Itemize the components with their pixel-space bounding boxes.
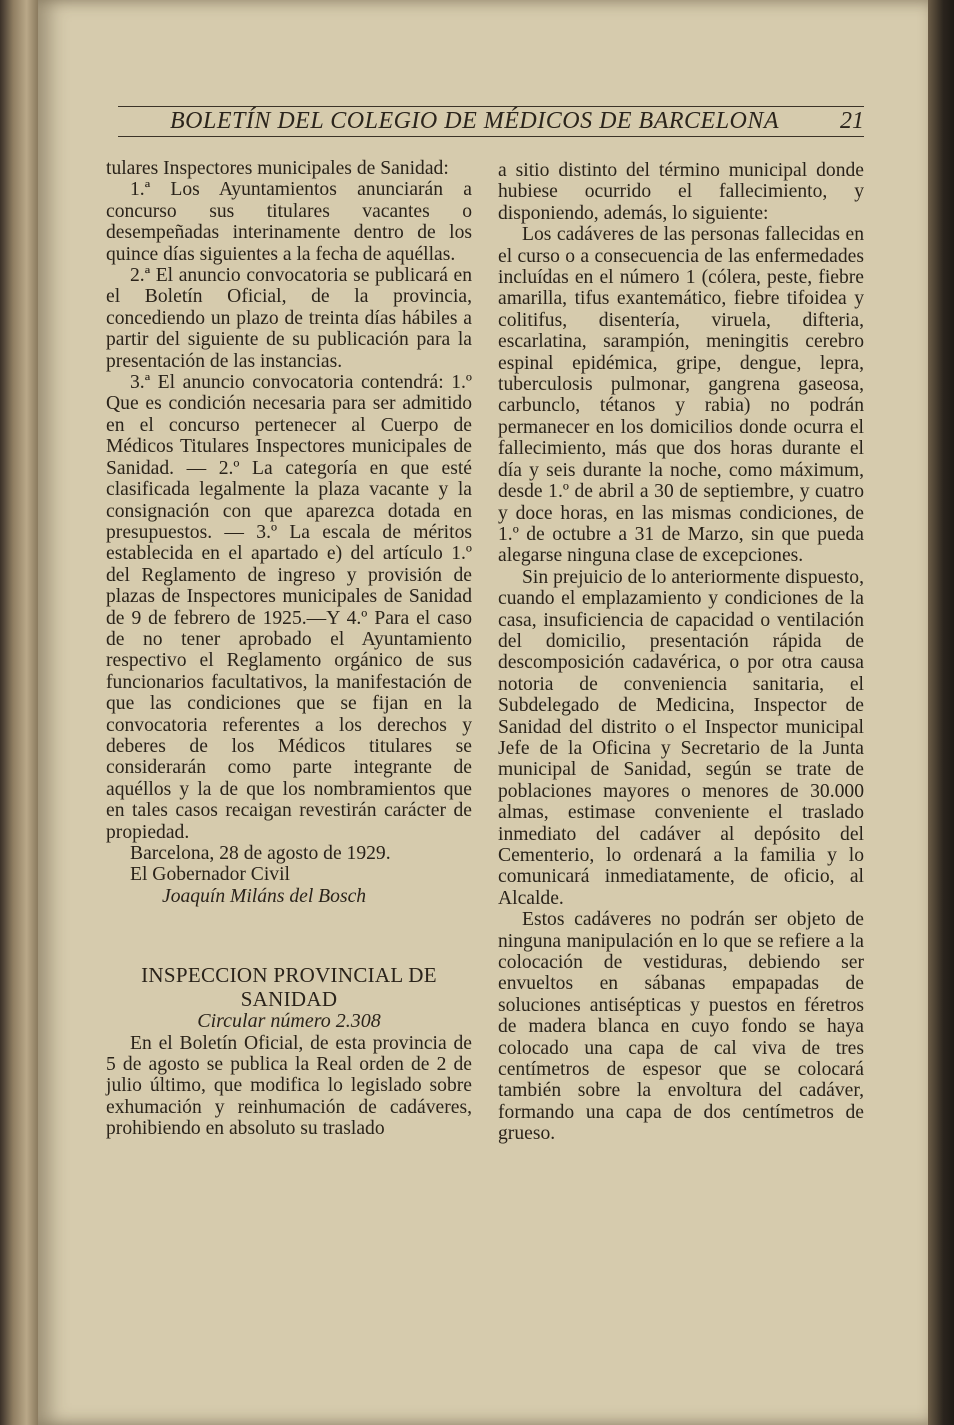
book-spine: [0, 0, 38, 1425]
section-title: INSPECCION PROVINCIAL DE SANIDAD: [141, 963, 437, 1012]
signer-name: Joaquín Miláns del Bosch: [162, 885, 367, 907]
paragraph-rule-2: 2.ª El anuncio convocatoria se publicará en el Boletín Oficial, de la provincia, concediendo un plazo de treinta días hábiles a partir del siguiente de su publicación para la presentación de las instancias.: [106, 265, 472, 372]
paragraph-rule-1: 1.ª Los Ayuntamientos anunciarán a concurso sus titulares vacantes o desempeñadas interinamente dentro de los quince días siguientes a la fecha de aquéllas.: [106, 179, 472, 265]
page-number: 21: [840, 108, 864, 134]
paragraph-diseases: Los cadáveres de las personas fallecidas en el curso o a consecuencia de las enfermedades incluídas en el número 1 (cólera, peste, fiebre amarilla, tifus exantemático, fiebre tifoidea y colitifus, disentería, viruela, difteria, escarlatina, sarampión, meningitis cerebro espinal epidémica, gripe, dengue, lepra, tuberculosis pulmonar, gangrena gaseosa, carbunclo, tétanos y rabia) no podrán permanecer en los domicilios donde ocurra el fallecimiento, más que dos horas durante el día y seis durante la noche, como máximum, desde 1.º de abril a 30 de septiembre, y cuatro y doce horas, en las mismas condiciones, de 1.º de octubre a 31 de Marzo, sin que pueda alegarse ninguna clase de excepciones.: [498, 224, 864, 567]
place-date: Barcelona, 28 de agosto de 1929.: [130, 843, 391, 864]
paragraph-handling: Estos cadáveres no podrán ser objeto de ninguna manipulación en lo que se refiere a la colocación de vestiduras, debiendo ser envueltos en sábanas empapadas de soluciones antisépticas y puestos en féretros de madera blanca en cuyo fondo se haya colocado una capa de cal viva de tres centímetros de espesor que se colocará también sobre la envoltura del cadáver, formando una capa de dos centímetros de grueso.: [498, 909, 864, 1145]
paragraph-rule-3: 3.ª El anuncio convocatoria contendrá: 1.º Que es condición necesaria para ser admitido en el concurso pertenecer al Cuerpo de Médicos Titulares Inspectores municipales de Sanidad. — 2.º La categoría en que esté clasificada legalmente la plaza vacante y la consignación con que aparezca dotada en presupuestos. — 3.º La escala de méritos establecida en el apartado e) del artículo 1.º del Reglamento de ingreso y provisión de plazas de Inspectores municipales de Sanidad de 9 de febrero de 1925.—Y 4.º Para el caso de no tener aprobado el Ayuntamiento respectivo el Reglamento orgánico de sus funcionarios facultativos, la manifestación de que las condiciones que se fijan en la convocatoria referentes a los derechos y deberes de los Médicos titulares se considerarán como parte integrante de aquéllos y la de que los nombramientos que en tales casos recaigan revestirán carácter de propiedad.: [106, 372, 472, 843]
header-rule-top: [118, 106, 864, 107]
paragraph-continuation: tulares Inspectores municipales de Sanidad:: [106, 158, 449, 179]
signer-title: El Gobernador Civil: [130, 864, 290, 886]
header-rule-bottom: [118, 136, 864, 137]
paragraph-continuation-right: a sitio distinto del término municipal donde hubiese ocurrido el fallecimiento, y disponiendo, además, lo siguiente:: [498, 160, 864, 224]
circular-number: Circular número 2.308: [197, 1010, 381, 1033]
running-head: BOLETÍN DEL COLEGIO DE MÉDICOS DE BARCELONA: [170, 108, 780, 134]
paragraph-transfer: Sin prejuicio de lo anteriormente dispuesto, cuando el emplazamiento y condiciones de la casa, insuficiencia de capacidad o ventilación del domicilio, presentación rápida de descomposición cadavérica, o por otra causa notoria de conveniencia sanitaria, el Subdelegado de Medicina, Inspector de Sanidad del distrito o el Inspector municipal Jefe de la Oficina y Secretario de la Junta municipal de Sanidad, según se trate de poblaciones mayores o menores de 30.000 almas, estimase conveniente el traslado inmediato del cadáver al depósito del Cementerio, lo ordenará a la familia y lo comunicará inmediatamente, de oficio, al Alcalde.: [498, 566, 864, 909]
right-column: [498, 160, 864, 1145]
paragraph-circular: En el Boletín Oficial, de esta provincia de 5 de agosto se publica la Real orden de 2 de julio último, que modifica lo legislado sobre exhumación y reinhumación de cadáveres, prohibiendo en absoluto su traslado: [106, 1032, 472, 1140]
left-column: [106, 158, 472, 1140]
page-edge: [928, 0, 954, 1425]
